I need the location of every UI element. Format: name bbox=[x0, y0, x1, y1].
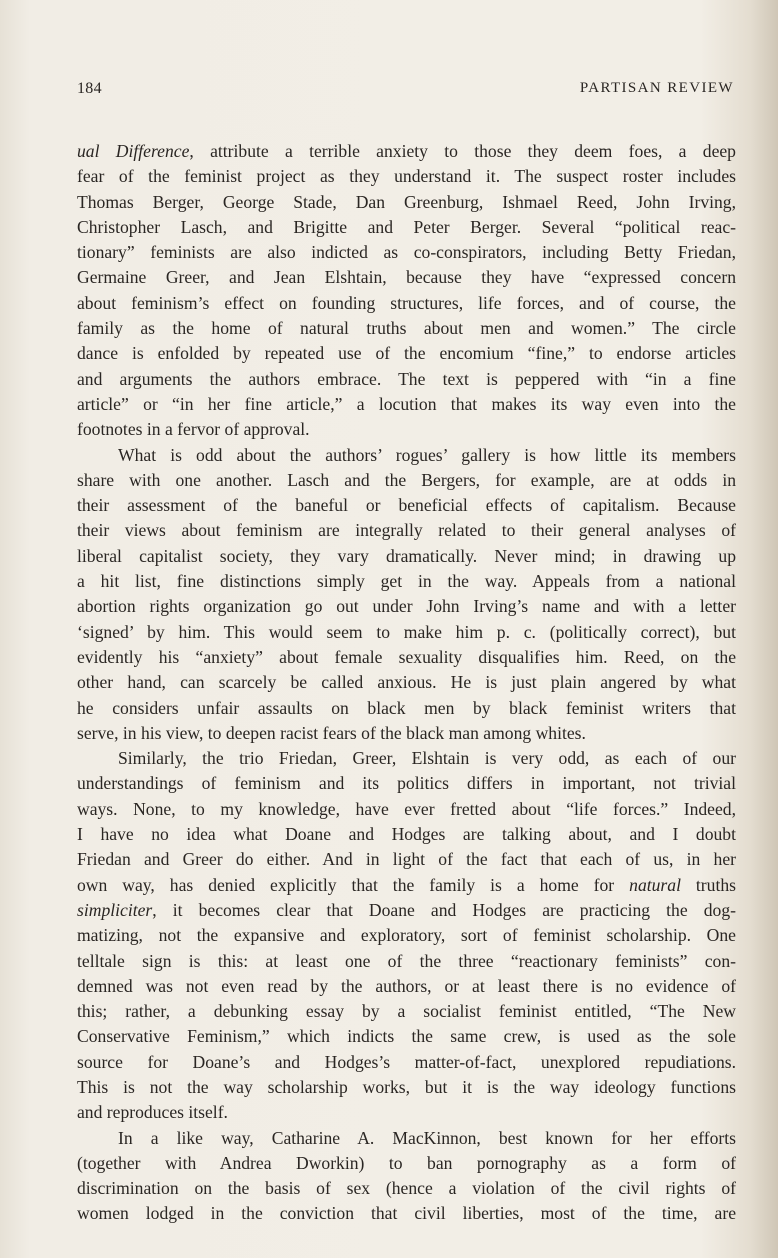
text-line: family as the home of natural truths about men and women.” The circle bbox=[77, 318, 736, 339]
text-line: women lodged in the conviction that civil liberties, most of the time, are bbox=[77, 1203, 736, 1224]
text-line: liberal capitalist society, they vary dramatically. Never mind; in drawing up bbox=[77, 545, 736, 566]
text-line: Thomas Berger, George Stade, Dan Greenburg, Ishmael Reed, John Irving, bbox=[77, 191, 736, 212]
page-header bbox=[77, 80, 734, 104]
text-line: discrimination on the basis of sex (hence a violation of the civil rights of bbox=[77, 1178, 736, 1199]
text-line: understandings of feminism and its politics differs in important, not trivial bbox=[77, 773, 736, 794]
text-line: (together with Andrea Dworkin) to ban pornography as a form of bbox=[77, 1152, 736, 1173]
text-line: Christopher Lasch, and Brigitte and Peter Berger. Several “political reac- bbox=[77, 216, 736, 237]
text-line: Similarly, the trio Friedan, Greer, Elshtain is very odd, as each of our bbox=[118, 748, 736, 769]
text-line: a hit list, fine distinctions simply get in the way. Appeals from a national bbox=[77, 571, 736, 592]
text-line: Friedan and Greer do either. And in light of the fact that each of us, in her bbox=[77, 849, 736, 870]
text-line: their views about feminism are integrally related to their general analyses of bbox=[77, 520, 736, 541]
text-line: article” or “in her fine article,” a locution that makes its way even into the bbox=[77, 393, 736, 414]
text-line: serve, in his view, to deepen racist fears of the black man among whites. bbox=[77, 722, 586, 743]
text-line: Germaine Greer, and Jean Elshtain, because they have “expressed concern bbox=[77, 267, 736, 288]
text-line: about feminism’s effect on founding structures, life forces, and of course, the bbox=[77, 292, 736, 313]
text-line: ways. None, to my knowledge, have ever fretted about “life forces.” Indeed, bbox=[77, 798, 736, 819]
text-line: this; rather, a debunking essay by a socialist feminist entitled, “The New bbox=[77, 1001, 736, 1022]
page-number: 184 bbox=[77, 80, 102, 97]
text-line: telltale sign is this: at least one of the three “reactionary feminists” con- bbox=[77, 950, 736, 971]
text-line: their assessment of the baneful or beneficial effects of capitalism. Because bbox=[77, 495, 736, 516]
text-line: Conservative Feminism,” which indicts the same crew, is used as the sole bbox=[77, 1026, 736, 1047]
body-text bbox=[77, 139, 736, 1227]
italic-text: natural bbox=[629, 874, 681, 895]
text-line: share with one another. Lasch and the Bergers, for example, are at odds in bbox=[77, 469, 736, 490]
text-line: simpliciter, it becomes clear that Doane and Hodges are practicing the dog- bbox=[77, 899, 736, 920]
text-line: I have no idea what Doane and Hodges are talking about, and I doubt bbox=[77, 824, 736, 845]
text-line: source for Doane’s and Hodges’s matter-of-fact, unexplored repudiations. bbox=[77, 1051, 736, 1072]
text-line: own way, has denied explicitly that the family is a home for natural truths bbox=[77, 874, 736, 895]
text-line: What is odd about the authors’ rogues’ gallery is how little its members bbox=[118, 444, 736, 465]
text-line: ‘signed’ by him. This would seem to make him p. c. (politically correct), but bbox=[77, 621, 736, 642]
text-line: dance is enfolded by repeated use of the encomium “fine,” to endorse articles bbox=[77, 343, 736, 364]
text-line: tionary” feminists are also indicted as co-conspirators, including Betty Friedan, bbox=[77, 242, 736, 263]
text-line: and reproduces itself. bbox=[77, 1102, 228, 1123]
text-line: ual Difference, attribute a terrible anxiety to those they deem foes, a deep bbox=[77, 141, 736, 161]
text-line: In a like way, Catharine A. MacKinnon, best known for her efforts bbox=[118, 1127, 736, 1148]
text-line: fear of the feminist project as they understand it. The suspect roster includes bbox=[77, 166, 736, 187]
text-line: evidently his “anxiety” about female sexuality disqualifies him. Reed, on the bbox=[77, 646, 736, 667]
text-line: demned was not even read by the authors, or at least there is no evidence of bbox=[77, 975, 736, 996]
italic-text: simpliciter bbox=[77, 899, 153, 920]
text-line: matizing, not the expansive and exploratory, sort of feminist scholarship. One bbox=[77, 925, 736, 946]
text-line: other hand, can scarcely be called anxious. He is just plain angered by what bbox=[77, 672, 736, 693]
text-line: footnotes in a fervor of approval. bbox=[77, 419, 310, 440]
text-line: abortion rights organization go out under John Irving’s name and with a letter bbox=[77, 596, 736, 617]
italic-text: ual Difference bbox=[77, 141, 190, 161]
text-line: This is not the way scholarship works, but it is the way ideology functions bbox=[77, 1076, 736, 1097]
running-head: PARTISAN REVIEW bbox=[579, 80, 734, 96]
text-line: he considers unfair assaults on black men by black feminist writers that bbox=[77, 697, 736, 718]
text-line: and arguments the authors embrace. The text is peppered with “in a fine bbox=[77, 368, 736, 389]
